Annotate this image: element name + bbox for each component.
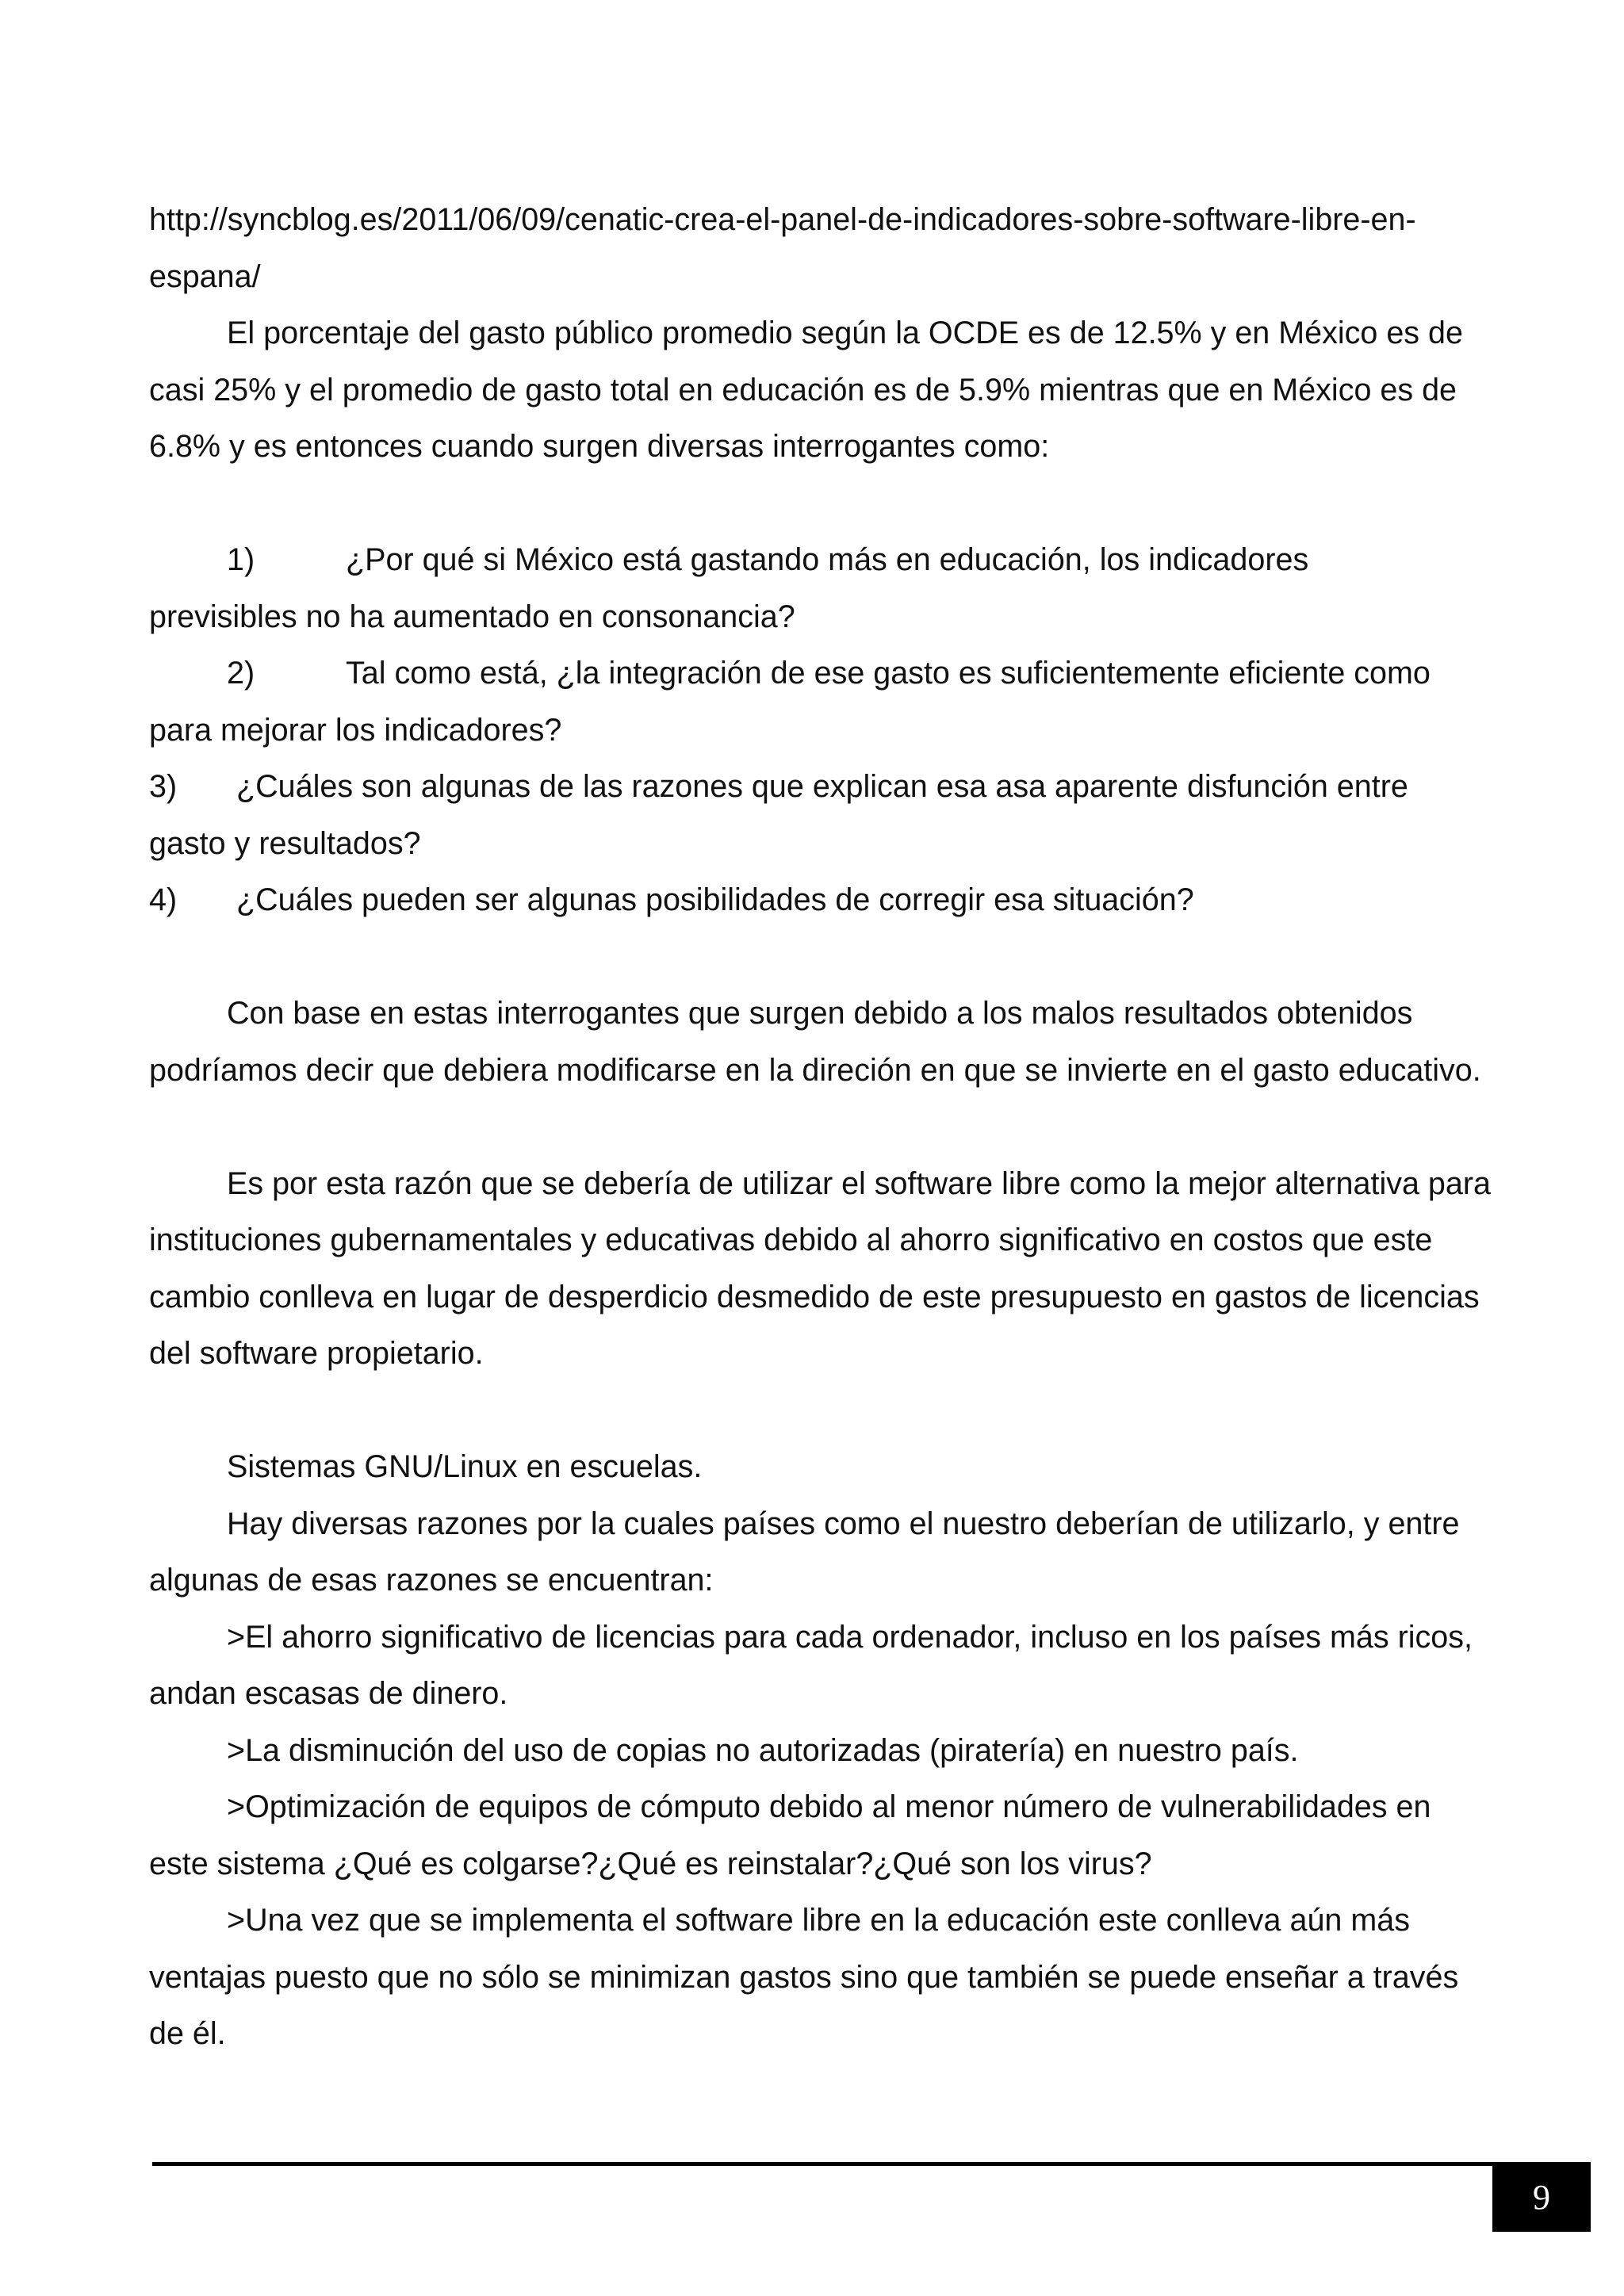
footer-rule — [152, 2162, 1492, 2166]
paragraph-con-base: Con base en estas interrogantes que surgen debido a los malos resultados obtenidos podríamos decir que debiera modificarse en la direción en que se invierte en el gasto educativo. — [149, 996, 1481, 1088]
question-number: 2) — [227, 656, 255, 691]
blank-line — [149, 1383, 1497, 1440]
question-4 — [149, 872, 1497, 929]
paragraph-razones: Hay diversas razones por la cuales países como el nuestro deberían de utilizarlo, y entre algunas de esas razones se encuentran: — [149, 1506, 1460, 1598]
question-3 — [149, 759, 1497, 816]
question-2-continuation: para mejorar los indicadores? — [149, 712, 562, 748]
question-text: ¿Cuáles son algunas de las razones que explican esa asa aparente disfunción entre — [236, 769, 1408, 804]
page-number-box — [1492, 2162, 1591, 2232]
question-1-continuation: previsibles no ha aumentado en consonancia? — [149, 599, 795, 634]
question-number: 3) — [149, 769, 178, 804]
paragraph-ocde: El porcentaje del gasto público promedio según la OCDE es de 12.5% y en México es de casi 25% y el promedio de gasto total en educación es de 5.9% mientras que en México es de 6.8% y es entonces cuando surgen diversas interrogantes como: — [149, 316, 1463, 464]
document-body — [149, 192, 1497, 2063]
bullet-item: >Optimización de equipos de cómputo debido al menor número de vulnerabilidades en este sistema ¿Qué es colgarse?¿Qué es reinstalar?¿Qué son los virus? — [149, 1789, 1431, 1881]
question-2 — [149, 645, 1497, 702]
url-line-2: espana/ — [149, 258, 261, 294]
blank-line — [149, 476, 1497, 533]
paragraph-razon: Es por esta razón que se debería de utilizar el software libre como la mejor alternativa para instituciones gubernamentales y educativas debido al ahorro significativo en costos que este cambio conlleva en lugar de desperdicio desmedido de este presupuesto en gastos de licencias del software propietario. — [149, 1165, 1491, 1371]
question-3-continuation: gasto y resultados? — [149, 825, 421, 861]
question-number: 1) — [227, 542, 255, 577]
bullet-item: >Una vez que se implementa el software libre en la educación este conlleva aún más ventajas puesto que no sólo se minimizan gastos sino que también se puede enseñar a través de él. — [149, 1903, 1459, 2051]
section-heading: Sistemas GNU/Linux en escuelas. — [227, 1449, 703, 1484]
page-number: 9 — [1533, 2177, 1550, 2217]
question-1 — [149, 532, 1497, 589]
bullet-item: >El ahorro significativo de licencias para cada ordenador, incluso en los países más ricos, andan escasas de dinero. — [149, 1619, 1473, 1711]
blank-line — [149, 1099, 1497, 1156]
question-text: ¿Por qué si México está gastando más en educación, los indicadores — [346, 542, 1309, 577]
question-number: 4) — [149, 882, 178, 917]
url-line-1: http://syncblog.es/2011/06/09/cenatic-crea-el-panel-de-indicadores-sobre-software-libre-en- — [149, 202, 1416, 237]
blank-line — [149, 929, 1497, 986]
question-text: Tal como está, ¿la integración de ese gasto es suficientemente eficiente como — [346, 656, 1431, 691]
bullet-item: >La disminución del uso de copias no autorizadas (piratería) en nuestro país. — [227, 1732, 1299, 1768]
question-text: ¿Cuáles pueden ser algunas posibilidades de corregir esa situación? — [236, 882, 1194, 917]
